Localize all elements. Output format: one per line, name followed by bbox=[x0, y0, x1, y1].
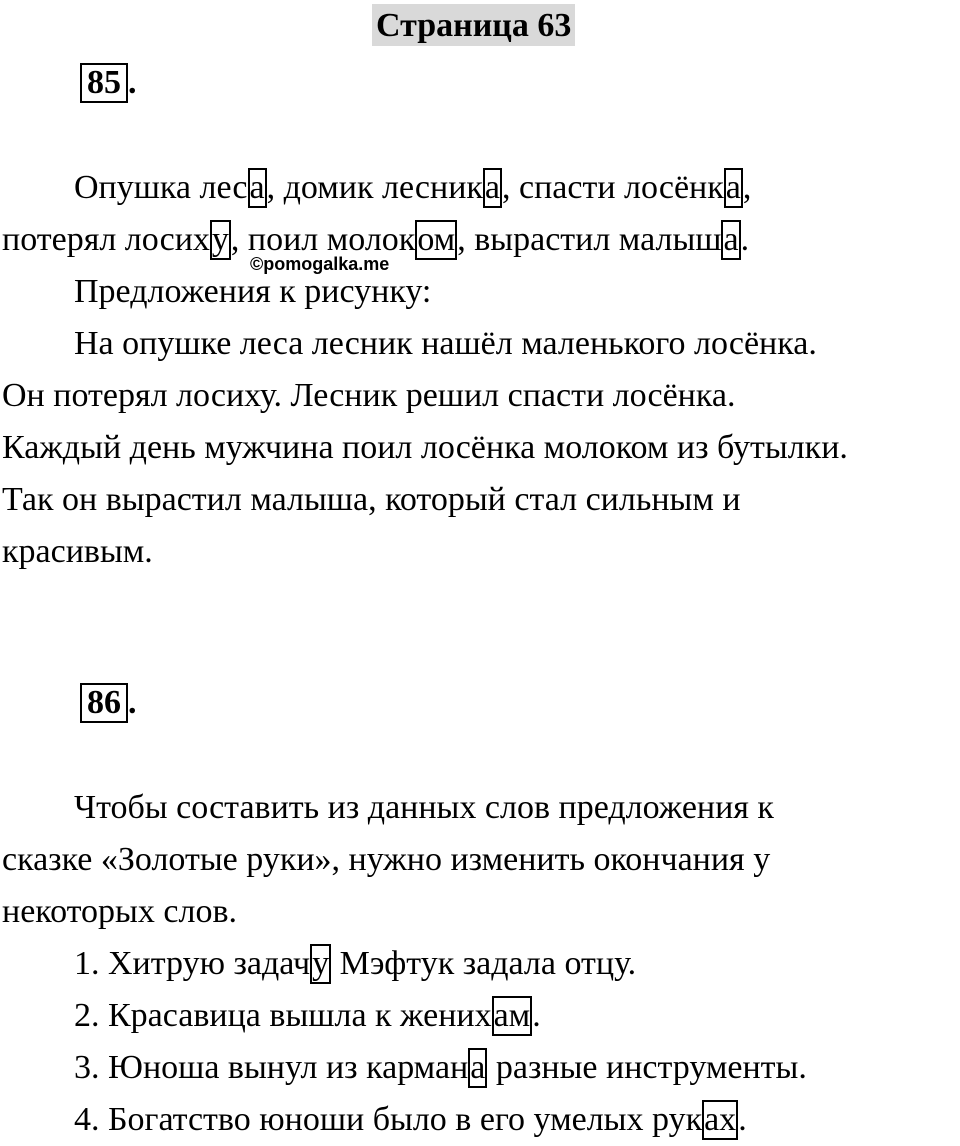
exercise-number-box: 85 bbox=[80, 63, 128, 103]
exercise-number-dot: . bbox=[128, 64, 137, 101]
sentence-item bbox=[2, 990, 541, 1042]
page-title: Страница 63 bbox=[372, 4, 575, 46]
story-line: На опушке леса лесник нашёл маленького лосёнка. bbox=[74, 325, 817, 362]
watermark: ©pomogalka.me bbox=[250, 254, 390, 274]
sentence-pre: 3. Юноша вынул из карман bbox=[74, 1049, 469, 1086]
phrase-stem: вырастил малыш bbox=[474, 221, 722, 258]
phrases-line-1 bbox=[2, 162, 751, 214]
sentence-post: разные инструменты. bbox=[487, 1049, 807, 1086]
sentence-item bbox=[2, 1042, 807, 1094]
phrase-stem: поил молок bbox=[247, 221, 416, 258]
exercise-85-number bbox=[80, 64, 137, 102]
sentence-pre: 4. Богатство юноши было в его умелых рук bbox=[74, 1101, 703, 1138]
ending-box: а bbox=[723, 221, 739, 258]
story-line: Так он вырастил малыша, который стал сильным и bbox=[2, 481, 741, 518]
intro-line: некоторых слов. bbox=[2, 893, 237, 930]
ending-box: ах bbox=[704, 1101, 737, 1138]
ending-box: ом bbox=[417, 221, 456, 258]
sentence-post: Мэфтук задала отцу. bbox=[331, 945, 637, 982]
story-line: Каждый день мужчина поил лосёнка молоком из бутылки. bbox=[2, 429, 848, 466]
sentence-post: . bbox=[532, 997, 541, 1034]
ending-box: у bbox=[312, 945, 330, 982]
phrase-tail: . bbox=[740, 221, 750, 258]
sentence-item bbox=[2, 1094, 747, 1146]
exercise-86-number bbox=[80, 684, 137, 722]
exercise-number-box: 86 bbox=[80, 683, 128, 723]
phrase-tail: , bbox=[457, 221, 475, 258]
phrase-tail: , bbox=[742, 169, 752, 206]
sentence-pre: 2. Красавица вышла к жених bbox=[74, 997, 492, 1034]
phrase-stem: Опушка лес bbox=[74, 169, 248, 206]
phrase-stem: спасти лосёнк bbox=[519, 169, 724, 206]
phrase-tail: , bbox=[266, 169, 284, 206]
story-line: красивым. bbox=[2, 533, 153, 570]
ending-box: а bbox=[249, 169, 265, 206]
ending-box: у bbox=[211, 221, 229, 258]
phrase-stem: домик лесник bbox=[283, 169, 483, 206]
phrase-tail: , bbox=[230, 221, 248, 258]
sentence-item bbox=[2, 938, 636, 990]
ending-box: а bbox=[725, 169, 741, 206]
story-line: Он потерял лосиху. Лесник решил спасти лосёнка. bbox=[2, 377, 736, 414]
ending-box: ам bbox=[493, 997, 531, 1034]
ending-box: а bbox=[470, 1049, 486, 1086]
ending-box: а bbox=[484, 169, 501, 206]
intro-line: Чтобы составить из данных слов предложения к bbox=[74, 789, 774, 826]
picture-sentences-heading: Предложения к рисунку: bbox=[74, 273, 432, 310]
intro-line: сказке «Золотые руки», нужно изменить окончания у bbox=[2, 841, 771, 878]
phrase-tail: , bbox=[502, 169, 520, 206]
sentence-post: . bbox=[738, 1101, 747, 1138]
sentence-pre: 1. Хитрую задач bbox=[74, 945, 311, 982]
exercise-number-dot: . bbox=[128, 684, 137, 721]
phrase-stem: потерял лосих bbox=[2, 221, 210, 258]
